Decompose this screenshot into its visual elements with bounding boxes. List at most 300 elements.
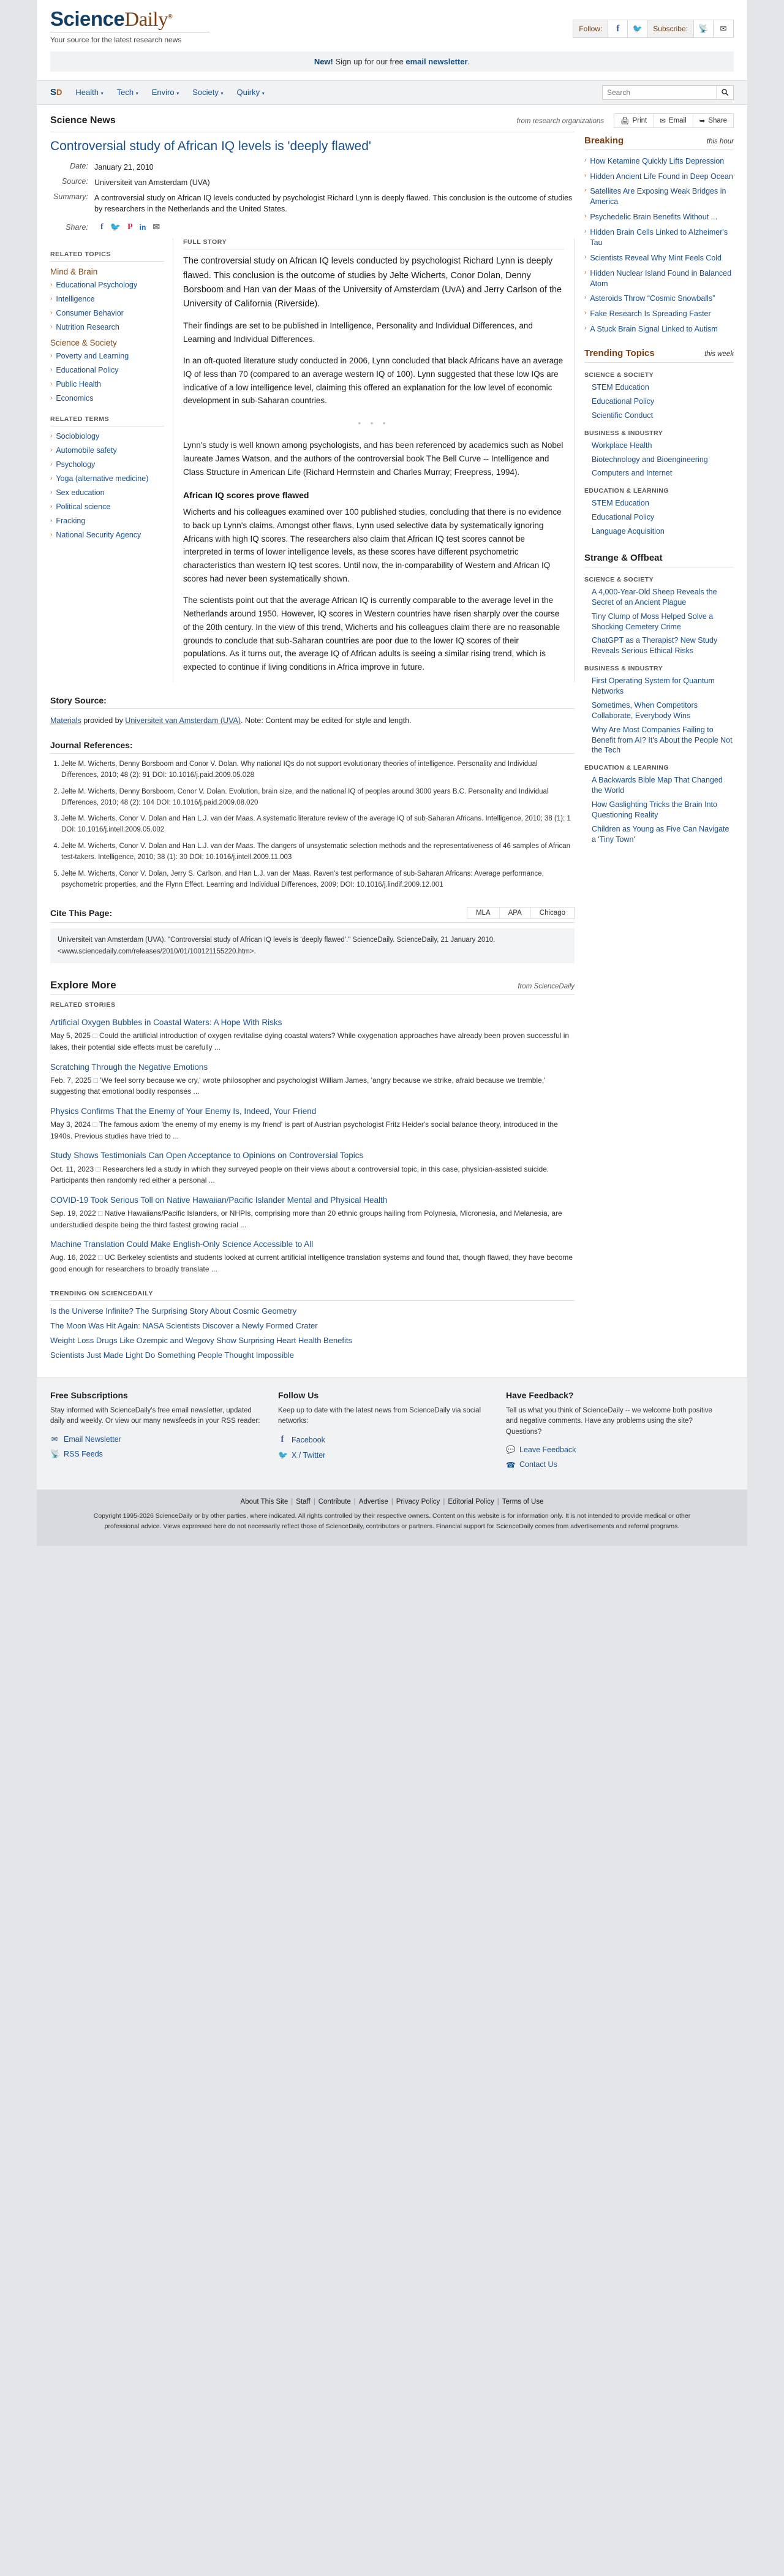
explore-more-block	[50, 979, 575, 1359]
share-row	[50, 222, 575, 232]
term-link[interactable]: Fracking	[56, 516, 86, 525]
related-story-text: Researchers led a study in which they surveyed people on their views about a controversial topic, in this case, physician-assisted suicide. Participants then randomly red either a personal ...	[50, 1164, 549, 1185]
breaking-link[interactable]: Satellites Are Exposing Weak Bridges in America	[590, 187, 726, 206]
cite-block	[50, 896, 575, 963]
journal-refs-title: Journal References:	[50, 740, 133, 751]
search-input[interactable]	[603, 86, 716, 99]
breaking-link[interactable]: How Ketamine Quickly Lifts Depression	[590, 156, 725, 165]
strange-link[interactable]: Children as Young as Five Can Navigate a 'Tiny Town'	[592, 824, 729, 844]
footer-link-facebook[interactable]: f Facebook	[278, 1434, 491, 1445]
section-from: from research organizations	[516, 117, 604, 125]
trending-category: SCIENCE & SOCIETY	[584, 371, 654, 379]
term-item[interactable]	[50, 502, 164, 512]
chevron-right-icon: ›	[584, 294, 587, 301]
nav-item-enviro[interactable]: Enviro ▾	[151, 88, 179, 97]
trending-topic-link[interactable]: Workplace Health	[592, 441, 652, 450]
chevron-right-icon: ›	[50, 475, 53, 482]
legal-link-staff[interactable]: Staff	[296, 1498, 311, 1506]
story-paragraph: The scientists point out that the average African IQ is currently comparable to the average level in the Netherlands around 1950. However, IQ scores in Western countries have risen sharply over the course of the 20th century. In the view of this trend, Wicherts and his colleagues claim there are no reasonable grounds to conclude that sub-Saharan countries are poor due to the lower IQ scores of their populations. As it turns out, the average IQ of African adults is seeing a similar rising trend, which is expected to continue if living conditions in Africa improve in future.	[183, 596, 560, 672]
related-story-title[interactable]: Physics Confirms That the Enemy of Your Enemy Is, Indeed, Your Friend	[50, 1106, 317, 1116]
footer-link-email-newsletter[interactable]: ✉ Email Newsletter	[51, 1434, 121, 1444]
strange-item[interactable]	[592, 800, 734, 820]
speech-bubble-icon: 💬	[506, 1445, 516, 1454]
topic-link[interactable]: Public Health	[56, 379, 101, 388]
trending-item[interactable]: Scientists Just Made Light Do Something People Thought Impossible	[50, 1350, 294, 1360]
story-paragraph: The controversial study on African IQ levels conducted by psychologist Richard Lynn is deeply flawed. This conclusion is the outcome of studies by Jelte Wicherts, Conor Dolan, Denny Borsboom and Han van der Maas of the University of Amsterdam (UvA) and Jerry Carlson of the University of California (Riverside).	[183, 256, 562, 309]
bullet-icon: □	[98, 1253, 103, 1262]
meta-summary	[50, 192, 575, 214]
story-paragraph: Their findings are set to be published in Intelligence, Personality and Individual Differences, and Learning and Individual Differences.	[183, 321, 533, 344]
newsletter-link[interactable]: email newsletter	[405, 56, 468, 66]
topic-link[interactable]: Poverty and Learning	[56, 351, 129, 360]
newsletter-prefix: New!	[314, 56, 333, 66]
article-toolbar	[614, 113, 734, 128]
strange-item[interactable]	[592, 725, 734, 756]
breaking-title: Breaking	[584, 135, 624, 146]
legal-link-about[interactable]: About This Site	[240, 1498, 288, 1506]
breaking-link[interactable]: Psychedelic Brain Benefits Without ...	[590, 213, 718, 222]
meta-date	[50, 162, 575, 173]
share-pinterest-icon[interactable]: P	[127, 222, 133, 232]
chevron-right-icon: ›	[584, 325, 587, 332]
section-title: Science News	[50, 115, 116, 126]
strange-category: BUSINESS & INDUSTRY	[584, 665, 663, 673]
related-story-item[interactable]	[50, 1017, 575, 1053]
strange-link[interactable]: Sometimes, When Competitors Collaborate, Everybody Wins	[592, 700, 698, 720]
email-button[interactable]: ✉ Email	[654, 114, 693, 127]
cite-format-tabs	[467, 907, 575, 919]
source-value: Universiteit van Amsterdam (UVA)	[94, 178, 210, 188]
newsletter-text: Sign up for our free	[333, 56, 406, 66]
story-column	[173, 238, 575, 682]
materials-link[interactable]: Materials	[50, 716, 81, 725]
trending-topic-link[interactable]: STEM Education	[592, 383, 649, 392]
chevron-right-icon: ›	[584, 156, 587, 164]
cite-tab-chicago[interactable]: Chicago	[539, 909, 565, 917]
trending-item[interactable]: Weight Loss Drugs Like Ozempic and Wegovy Show Surprising Heart Health Benefits	[50, 1335, 353, 1345]
topic-group-mind-brain[interactable]: Mind & Brain	[50, 267, 98, 277]
chevron-right-icon: ›	[50, 366, 53, 373]
strange-link[interactable]: ChatGPT as a Therapist? New Study Reveals Serious Ethical Risks	[592, 636, 718, 656]
legal-links: About This Site | Staff | Contribute | Advertise | Privacy Policy | Editorial Policy | Terms of Use	[240, 1498, 544, 1506]
strange-item[interactable]	[592, 700, 734, 721]
site-footer	[37, 1377, 747, 1490]
nav-brand-s: S	[50, 87, 57, 98]
legal-link-editorial[interactable]: Editorial Policy	[448, 1498, 494, 1506]
story-source-title: Story Source:	[50, 695, 107, 706]
topic-item[interactable]	[50, 308, 164, 319]
story-subheading: African IQ scores prove flawed	[183, 490, 309, 500]
bullet-icon: □	[98, 1208, 103, 1218]
footer-column-subscriptions	[50, 1390, 278, 1475]
chevron-right-icon: ›	[50, 295, 53, 303]
topic-link[interactable]: Nutrition Research	[56, 323, 119, 332]
footer-text: Stay informed with ScienceDaily's free email newsletter, updated daily and weekly. Or view our many newsfeeds in your RSS reader:	[50, 1406, 260, 1425]
related-story-item[interactable]	[50, 1195, 575, 1230]
journal-ref-item[interactable]: 3. Jelte M. Wicherts, Conor V. Dolan and Han L.J. van der Maas. A systematic literature review of the average IQ of sub-Saharan Africans. Intelligence, 2010; 38 (1): 1 DOI: 10.1016/j.intell.2009.05.002	[61, 814, 575, 836]
share-twitter-icon[interactable]: 🐦	[110, 222, 121, 232]
section-header	[50, 105, 734, 128]
related-story-date: Sep. 19, 2022	[50, 1208, 96, 1218]
breaking-item[interactable]	[584, 227, 734, 248]
facebook-icon[interactable]: f	[608, 20, 628, 37]
topic-link[interactable]: Economics	[56, 393, 94, 403]
chevron-right-icon: ›	[50, 324, 53, 331]
topic-item[interactable]	[50, 280, 164, 290]
strange-link[interactable]: Why Are Most Companies Failing to Benefit from AI? It's About the People Not the Tech	[592, 725, 733, 755]
related-story-item[interactable]	[50, 1106, 575, 1142]
strange-offbeat-title: Strange & Offbeat	[584, 552, 663, 563]
term-link[interactable]: Political science	[56, 502, 111, 511]
topic-link[interactable]: Educational Psychology	[56, 281, 138, 290]
legal-link-contribute[interactable]: Contribute	[318, 1498, 351, 1506]
chevron-right-icon: ›	[584, 268, 587, 276]
journal-ref-item[interactable]: 1. Jelte M. Wicherts, Denny Borsboom and Conor V. Dolan. Why national IQs do not support evolutionary theories of intelligence. Personality and Individual Differences, 2010; 48 (2): 91 DOI: 10.1016/j.paid.2009.05.028	[61, 759, 575, 781]
trending-topic-link[interactable]: Scientific Conduct	[592, 411, 654, 420]
strange-category: EDUCATION & LEARNING	[584, 764, 669, 772]
envelope-icon: ✉	[51, 1435, 58, 1444]
rss-icon: 📡	[50, 1449, 61, 1459]
journal-refs-block	[50, 740, 575, 890]
related-story-item[interactable]	[50, 1150, 575, 1186]
term-link[interactable]: Yoga (alternative medicine)	[56, 474, 149, 483]
ad-separator: • • •	[358, 419, 390, 428]
masthead	[37, 0, 747, 44]
related-topics-cap: RELATED TOPICS	[50, 251, 111, 259]
term-item[interactable]	[50, 474, 164, 484]
related-story-date: May 3, 2024	[50, 1120, 91, 1129]
related-story-date: Oct. 11, 2023	[50, 1164, 94, 1173]
legal-link-privacy[interactable]: Privacy Policy	[396, 1498, 440, 1506]
trending-topic-item[interactable]	[592, 468, 734, 479]
topic-item[interactable]	[50, 393, 164, 404]
chevron-right-icon: ›	[584, 228, 587, 235]
bullet-icon: □	[92, 1031, 97, 1040]
email-icon[interactable]: ✉	[714, 20, 733, 37]
trending-topic-item[interactable]	[592, 526, 734, 537]
breaking-link[interactable]: Scientists Reveal Why Mint Feels Cold	[590, 253, 722, 262]
left-sidebar	[50, 238, 173, 682]
legal-bar	[37, 1490, 747, 1546]
trending-topic-link[interactable]: Educational Policy	[592, 513, 655, 522]
topic-item[interactable]	[50, 379, 164, 390]
breaking-item[interactable]	[584, 186, 734, 207]
footer-link-leave-feedback[interactable]: 💬 Leave Feedback	[506, 1445, 576, 1455]
divider	[50, 708, 575, 709]
related-story-text: UC Berkeley scientists and students looked at current artificial intelligence translation systems and found that, though flawed, they have become good enough for researchers to broadly translate ...	[50, 1253, 573, 1273]
legal-link-terms[interactable]: Terms of Use	[502, 1498, 544, 1506]
trending-item[interactable]: The Moon Was Hit Again: NASA Scientists Discover a Newly Formed Crater	[50, 1320, 318, 1330]
divider	[50, 1300, 575, 1301]
related-story-title[interactable]: COVID-19 Took Serious Toll on Native Hawaiian/Pacific Islander Mental and Physical Health	[50, 1195, 388, 1205]
summary-value: A controversial study on African IQ levels conducted by psychologist Richard Lynn is deeply flawed. This conclusion is the outcome of studies by researchers in the Netherlands and the United States.	[94, 194, 573, 214]
rss-icon[interactable]: 📡	[694, 20, 714, 37]
strange-link[interactable]: How Gaslighting Tricks the Brain Into Questioning Reality	[592, 800, 717, 819]
story-paragraph: Wicherts and his colleagues examined over 100 published studies, concluding that there is no evidence to back up Lynn's claims. Amongst other flaws, Lynn used selective data by systematically ignoring Africans with high IQ scores. The researchers also claim that African IQ test scores cannot be interpreted in terms of lower intelligence levels, as these scores have different psychometric characteristics than western IQ test scores. Until now, the in-comparability of Western and African IQ scores had never been systematically shown.	[183, 507, 562, 584]
share-facebook-icon[interactable]: f	[100, 222, 104, 232]
breaking-link[interactable]: Hidden Brain Cells Linked to Alzheimer's Tau	[590, 228, 728, 247]
breaking-item[interactable]	[584, 156, 734, 167]
twitter-icon[interactable]: 🐦	[628, 20, 647, 37]
story-paragraph: In an oft-quoted literature study conducted in 2006, Lynn concluded that black Africans have an average IQ of less than 70 (compared to an average western IQ of 100). Lynn suggested that these low IQs are indicative of a low intelligence level, claiming this offered an explanation for the low level of economic development in sub-Saharan countries.	[183, 355, 564, 406]
strange-link[interactable]: A Backwards Bible Map That Changed the World	[592, 776, 723, 795]
term-link[interactable]: National Security Agency	[56, 530, 141, 539]
search-icon[interactable]	[716, 86, 733, 99]
cite-tab-apa[interactable]: APA	[500, 907, 531, 919]
strange-link[interactable]: Tiny Clump of Moss Helped Solve a Shocking Cemetery Crime	[592, 612, 714, 631]
journal-ref-item[interactable]: 4. Jelte M. Wicherts, Conor V. Dolan and Han L.J. van der Maas. The dangers of unsystematic selection methods and the representativeness of 46 samples of African test-takers. Intelligence, 2010; 38 (1): 30 DOI: 10.1016/j.intell.2009.11.003	[61, 841, 575, 863]
footer-text: Keep up to date with the latest news from ScienceDaily via social networks:	[278, 1406, 481, 1425]
divider	[584, 362, 734, 363]
related-story-text: Native Hawaiians/Pacific Islanders, or NHPIs, comprising more than 20 ethnic groups hailing from Polynesia, Micronesia, and Melanesia, are understudied despite being the third fastest growing racial ...	[50, 1208, 562, 1229]
breaking-link[interactable]: Hidden Nuclear Island Found in Balanced Atom	[590, 268, 732, 288]
strange-item[interactable]	[592, 775, 734, 796]
term-item[interactable]	[50, 460, 164, 470]
trending-topic-link[interactable]: STEM Education	[592, 499, 649, 508]
site-tagline: Your source for the latest research news	[50, 35, 182, 44]
footer-title: Have Feedback?	[506, 1390, 574, 1400]
related-story-title[interactable]: Scratching Through the Negative Emotions	[50, 1062, 208, 1072]
cite-title: Cite This Page:	[50, 908, 113, 919]
page-sheet	[37, 0, 747, 1546]
topic-link[interactable]: Intelligence	[56, 295, 95, 304]
chevron-right-icon: ›	[584, 172, 587, 179]
strange-item[interactable]	[592, 587, 734, 608]
divider	[50, 994, 575, 995]
term-link[interactable]: Sex education	[56, 488, 105, 497]
trending-topic-link[interactable]: Language Acquisition	[592, 527, 665, 536]
chevron-right-icon: ›	[50, 447, 53, 454]
full-story-cap: FULL STORY	[183, 238, 227, 246]
chevron-right-icon: ›	[50, 502, 53, 510]
nav-item-quirky[interactable]: Quirky ▾	[236, 88, 265, 97]
footer-title: Follow Us	[278, 1390, 319, 1400]
related-story-text: Could the artificial introduction of oxygen revitalise dying coastal waters? While oxygenation approaches have already been proven successful in lakes, their potential side effects must be carefully ...	[50, 1031, 570, 1051]
footer-link-contact-us[interactable]: ☎ Contact Us	[506, 1460, 557, 1469]
subscribe-label: Subscribe:	[647, 20, 694, 37]
topic-item[interactable]	[50, 351, 164, 362]
chevron-right-icon: ›	[50, 352, 53, 359]
strange-item[interactable]	[592, 676, 734, 697]
meta-source	[50, 177, 575, 188]
trending-topic-link[interactable]: Biotechnology and Bioengineering	[592, 455, 708, 464]
trending-topic-item[interactable]	[592, 382, 734, 393]
nav-item-society[interactable]: Society ▾	[192, 88, 224, 97]
related-stories-cap: RELATED STORIES	[50, 1001, 116, 1009]
breaking-link[interactable]: A Stuck Brain Signal Linked to Autism	[590, 325, 718, 334]
strange-item[interactable]	[592, 612, 734, 632]
breaking-when: this hour	[706, 137, 734, 145]
nav-brand-d: D	[56, 88, 62, 97]
explore-title: Explore More	[50, 979, 116, 991]
follow-label: Follow:	[573, 20, 608, 37]
source-label: Source:	[61, 177, 88, 186]
topic-item[interactable]	[50, 365, 164, 376]
footer-link-rss-feeds[interactable]: 📡 RSS Feeds	[50, 1449, 103, 1459]
chevron-right-icon: ›	[50, 531, 53, 538]
breaking-item[interactable]	[584, 324, 734, 335]
search-box	[602, 85, 734, 100]
term-item[interactable]	[50, 488, 164, 498]
related-story-item[interactable]	[50, 1239, 575, 1275]
footer-column-feedback	[506, 1390, 734, 1475]
printer-icon: 🖨	[620, 117, 630, 125]
related-story-item[interactable]	[50, 1062, 575, 1097]
trending-topic-item[interactable]	[592, 441, 734, 451]
trending-topics-when: this week	[704, 350, 734, 358]
chevron-right-icon: ›	[584, 309, 587, 317]
trending-topic-item[interactable]	[592, 455, 734, 465]
topic-link[interactable]: Educational Policy	[56, 365, 119, 374]
main-nav-bar	[37, 80, 747, 105]
share-label: Share:	[66, 222, 88, 232]
nav-item-tech[interactable]: Tech ▾	[116, 88, 138, 97]
chevron-right-icon: ›	[50, 380, 53, 387]
trending-topic-link[interactable]: Educational Policy	[592, 396, 655, 406]
topic-link[interactable]: Consumer Behavior	[56, 309, 124, 318]
term-link[interactable]: Psychology	[56, 460, 96, 469]
related-story-title[interactable]: Machine Translation Could Make English-Only Science Accessible to All	[50, 1240, 314, 1249]
breaking-item[interactable]	[584, 294, 734, 304]
chevron-right-icon: ›	[50, 488, 53, 496]
twitter-icon: 🐦	[278, 1450, 288, 1460]
term-link[interactable]: Sociobiology	[56, 432, 100, 441]
divider	[50, 261, 164, 262]
strange-link[interactable]: A 4,000-Year-Old Sheep Reveals the Secret of an Ancient Plague	[592, 587, 717, 607]
source-text-a: provided by	[81, 716, 126, 725]
bullet-icon: □	[96, 1164, 100, 1173]
footer-text: Tell us what you think of ScienceDaily -- we welcome both positive and negative comments. Have any problems using the site? Questions?	[506, 1406, 712, 1436]
chevron-down-icon: ▾	[100, 91, 104, 97]
trending-topic-link[interactable]: Computers and Internet	[592, 469, 673, 478]
chevron-right-icon: ›	[584, 187, 587, 194]
article-headline: Controversial study of African IQ levels is 'deeply flawed'	[50, 138, 371, 153]
chevron-down-icon: ▾	[221, 91, 224, 97]
date-label: Date:	[70, 161, 88, 170]
content-area	[37, 105, 747, 1377]
chevron-right-icon: ›	[584, 213, 587, 220]
strange-item[interactable]	[592, 824, 734, 845]
story-source-block	[50, 695, 575, 727]
breaking-link[interactable]: Fake Research Is Spreading Faster	[590, 309, 711, 319]
source-org-link[interactable]: Universiteit van Amsterdam (UVA)	[125, 716, 241, 725]
chevron-down-icon: ▾	[262, 91, 265, 97]
chevron-down-icon: ▾	[176, 91, 179, 97]
summary-label: Summary:	[53, 192, 88, 202]
term-item[interactable]	[50, 516, 164, 526]
term-item[interactable]	[50, 445, 164, 456]
story-paragraph: Lynn's study is well known among psychologists, and has been referenced by academics such as Nobel laureate James Watson, and the authors of the controversial book The Bell Curve -- Intelligence and Class Structure in American Life (Richard Herrnstein and Charles Murray; Freepress, 1994).	[183, 441, 564, 477]
story-body	[183, 254, 564, 674]
trending-topic-item[interactable]	[592, 411, 734, 421]
footer-column-follow	[278, 1390, 506, 1475]
newsletter-banner	[50, 51, 734, 72]
chevron-right-icon: ›	[584, 253, 587, 260]
logo-daily: Daily	[124, 9, 168, 31]
chevron-down-icon: ▾	[135, 91, 138, 97]
nav-item-health[interactable]: Health ▾	[75, 88, 104, 97]
copyright-text: Copyright 1995-2026 ScienceDaily or by other parties, where indicated. All rights controlled by their respective owners. Content on this website is for information only. It is not intended to provide medical or other professional advice. Views expressed here do not necessarily reflect those of ScienceDaily, contributors or partners. Financial support for ScienceDaily comes from advertisements and referral programs.	[93, 1512, 691, 1531]
term-item[interactable]	[50, 431, 164, 442]
related-story-date: Feb. 7, 2025	[50, 1075, 92, 1085]
trending-item[interactable]: Is the Universe Infinite? The Surprising Story About Cosmic Geometry	[50, 1306, 297, 1316]
breaking-item[interactable]	[584, 268, 734, 289]
journal-refs-list	[50, 759, 575, 890]
logo-science: Science	[50, 7, 125, 30]
trending-topics-title: Trending Topics	[584, 348, 655, 359]
journal-ref-item[interactable]: 2. Jelte M. Wicherts, Denny Borsboom, Conor V. Dolan. Evolution, brain size, and the national IQ of peoples around 3000 years B.C. Personality and Individual Differences, 2010; 48 (2): 104 DOI: 10.1016/j.paid.2009.08.020	[61, 787, 575, 809]
share-button[interactable]: ➥ Share	[699, 116, 727, 125]
chevron-right-icon: ›	[50, 433, 53, 440]
share-arrow-icon: ➥	[699, 117, 706, 125]
phone-icon: ☎	[506, 1460, 516, 1469]
chevron-right-icon: ›	[50, 394, 53, 401]
trending-topic-item[interactable]	[592, 396, 734, 407]
chevron-right-icon: ›	[50, 281, 53, 289]
related-story-text: 'We feel sorry because we cry,' wrote philosopher and psychologist William James, 'angry because we strike, afraid because we tremble,' suggesting that emotional bodily responses ...	[50, 1075, 546, 1096]
breaking-item[interactable]	[584, 212, 734, 222]
breaking-item[interactable]	[584, 172, 734, 182]
topic-group-science-society[interactable]: Science & Society	[50, 338, 117, 347]
envelope-icon: ✉	[660, 117, 666, 125]
bullet-icon: □	[93, 1075, 98, 1085]
date-value: January 21, 2010	[94, 162, 154, 172]
explore-from: from ScienceDaily	[518, 983, 575, 991]
share-linkedin-icon[interactable]: in	[139, 222, 146, 232]
right-sidebar	[575, 128, 734, 1365]
strange-item[interactable]	[592, 635, 734, 656]
topic-item[interactable]	[50, 322, 164, 333]
nav-home-logo[interactable]	[50, 87, 62, 97]
logo-registered-icon: ®	[168, 13, 172, 20]
related-story-text: The famous axiom 'the enemy of my enemy is my friend' is part of Austrian psychologist Fritz Heider's social balance theory, introduced in the 1940s. Previous studies have tried to ...	[50, 1120, 558, 1140]
three-column-layout	[50, 128, 734, 1365]
related-story-title[interactable]: Artificial Oxygen Bubbles in Coastal Waters: A Hope With Risks	[50, 1018, 282, 1028]
related-terms-cap: RELATED TERMS	[50, 415, 110, 423]
chevron-right-icon: ›	[50, 309, 53, 317]
term-link[interactable]: Automobile safety	[56, 446, 117, 455]
trending-category: EDUCATION & LEARNING	[584, 487, 669, 495]
related-story-date: Aug. 16, 2022	[50, 1253, 96, 1262]
citation-text: Universiteit van Amsterdam (UVA). "Controversial study of African IQ levels is 'deeply flawed'." ScienceDaily. ScienceDaily, 21 January 2010. <www.sciencedaily.com/releases/2010/01/100121155220.htm>.	[50, 928, 575, 963]
breaking-item[interactable]	[584, 309, 734, 319]
topic-item[interactable]	[50, 294, 164, 305]
chevron-right-icon: ›	[50, 461, 53, 468]
legal-link-advertise[interactable]: Advertise	[358, 1498, 388, 1506]
site-logo[interactable]	[50, 9, 209, 44]
facebook-icon: f	[281, 1434, 284, 1445]
breaking-link[interactable]: Asteroids Throw “Cosmic Snowballs”	[590, 294, 715, 303]
cite-tab-mla[interactable]: MLA	[467, 907, 500, 919]
trending-topic-item[interactable]	[592, 512, 734, 523]
divider	[50, 922, 575, 923]
chevron-right-icon: ›	[50, 517, 53, 524]
divider	[50, 753, 575, 754]
print-button[interactable]: 🖨 Print	[614, 114, 654, 127]
strange-link[interactable]: First Operating System for Quantum Networks	[592, 676, 715, 696]
breaking-link[interactable]: Hidden Ancient Life Found in Deep Ocean	[590, 172, 733, 181]
term-item[interactable]	[50, 530, 164, 540]
trending-category: BUSINESS & INDUSTRY	[584, 429, 663, 437]
masthead-social-bar	[573, 20, 734, 38]
footer-link-twitter[interactable]: 🐦 X / Twitter	[278, 1450, 326, 1460]
breaking-item[interactable]	[584, 253, 734, 263]
share-email-icon[interactable]: ✉	[153, 222, 160, 232]
trending-topic-item[interactable]	[592, 498, 734, 509]
related-story-title[interactable]: Study Shows Testimonials Can Open Acceptance to Opinions on Controversial Topics	[50, 1151, 364, 1161]
related-story-date: May 5, 2025	[50, 1031, 91, 1040]
journal-ref-item[interactable]: 5. Jelte M. Wicherts, Conor V. Dolan, Jerry S. Carlson, and Han L.J. van der Maas. Raven's test performance of sub-Saharan Africans: Average performance, psychometric properties, and the Flynn Effect. Learning and Individual Differences, 2009; DOI: 10.1016/j.lindif.2009.12.001	[61, 869, 575, 891]
